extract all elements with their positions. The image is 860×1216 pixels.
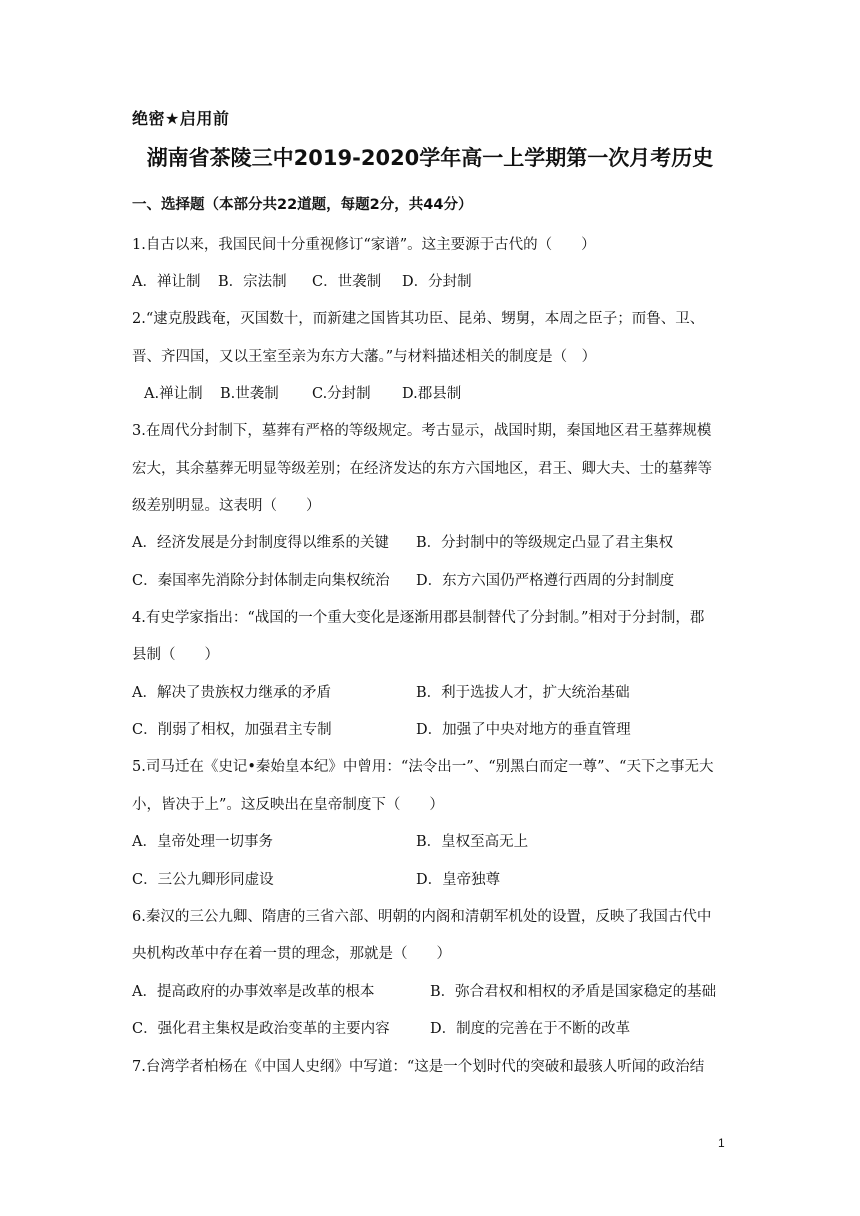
secret-mark: 绝密★启用前: [132, 109, 230, 128]
question-2-option-c: C.分封制: [312, 386, 371, 402]
question-2-line-2: 晋、齐四国，又以王室至亲为东方大藩。”与材料描述相关的制度是（ ）: [132, 349, 597, 365]
question-7-line-1: 7.台湾学者柏杨在《中国人史纲》中写道：“这是一个划时代的突破和最骇人听闻的政治结: [132, 1059, 705, 1075]
question-2-option-b: B.世袭制: [220, 386, 279, 402]
question-6-option-d: D．制度的完善在于不断的改革: [430, 1021, 631, 1037]
question-3-option-c: C．秦国率先消除分封体制走向集权统治: [132, 573, 390, 589]
question-6-line-2: 央机构改革中存在着一贯的理念，那就是（ ）: [132, 946, 451, 962]
question-6-option-c: C．强化君主集权是政治变革的主要内容: [132, 1021, 390, 1037]
question-3-line-1: 3.在周代分封制下，墓葬有严格的等级规定。考古显示，战国时期，秦国地区君王墓葬规模: [132, 423, 712, 439]
question-2-option-d: D.郡县制: [402, 386, 462, 402]
section-heading: 一、选择题（本部分共22道题，每题2分，共44分）: [132, 197, 473, 213]
question-3-line-3: 级差别明显。这表明（ ）: [132, 498, 321, 514]
question-2-option-a: A.禅让制: [144, 386, 203, 402]
question-1-option-a: A．禅让制: [132, 274, 201, 290]
question-5-line-1: 5.司马迁在《史记•秦始皇本纪》中曾用：“法令出一”、“别黑白而定一尊”、“天下之事无大: [132, 759, 714, 775]
question-4-option-c: C．削弱了相权，加强君主专制: [132, 722, 332, 738]
question-5-option-a: A．皇帝处理一切事务: [132, 834, 273, 850]
question-1-line-1: 1.自古以来，我国民间十分重视修订“家谱”。这主要源于古代的（ ）: [132, 237, 596, 253]
question-3-line-2: 宏大，其余墓葬无明显等级差别；在经济发达的东方六国地区，君王、卿大夫、士的墓葬等: [132, 461, 712, 477]
question-4-line-1: 4.有史学家指出：“战国的一个重大变化是逐渐用郡县制替代了分封制。”相对于分封制，郡: [132, 610, 705, 626]
question-1-option-c: C．世袭制: [312, 274, 382, 290]
question-3-option-d: D．东方六国仍严格遵行西周的分封制度: [416, 573, 675, 589]
question-1-option-b: B．宗法制: [218, 274, 287, 290]
question-6-option-b: B．弥合君权和相权的矛盾是国家稳定的基础: [430, 984, 717, 1000]
question-1-option-d: D．分封制: [402, 274, 472, 290]
question-4-line-2: 县制（ ）: [132, 647, 219, 663]
question-4-option-b: B．利于选拔人才，扩大统治基础: [416, 685, 630, 701]
question-4-option-a: A．解决了贵族权力继承的矛盾: [132, 685, 331, 701]
question-2-line-1: 2.“逮克殷践奄，灭国数十，而新建之国皆其功臣、昆弟、甥舅，本周之臣子；而鲁、卫、: [132, 311, 705, 327]
question-5-option-c: C．三公九卿形同虚设: [132, 872, 274, 888]
question-3-option-a: A．经济发展是分封制度得以维系的关键: [132, 535, 389, 551]
question-3-option-b: B．分封制中的等级规定凸显了君主集权: [416, 535, 674, 551]
page-title: 湖南省茶陵三中2019-2020学年高一上学期第一次月考历史: [146, 146, 714, 170]
question-5-line-2: 小，皆决于上”。这反映出在皇帝制度下（ ）: [132, 797, 444, 813]
question-6-line-1: 6.秦汉的三公九卿、隋唐的三省六部、明朝的内阁和清朝军机处的设置，反映了我国古代中: [132, 909, 712, 925]
question-5-option-d: D．皇帝独尊: [416, 872, 501, 888]
question-4-option-d: D．加强了中央对地方的垂直管理: [416, 722, 631, 738]
page-number: 1: [718, 1136, 725, 1150]
question-5-option-b: B．皇权至高无上: [416, 834, 529, 850]
question-6-option-a: A．提高政府的办事效率是改革的根本: [132, 984, 375, 1000]
